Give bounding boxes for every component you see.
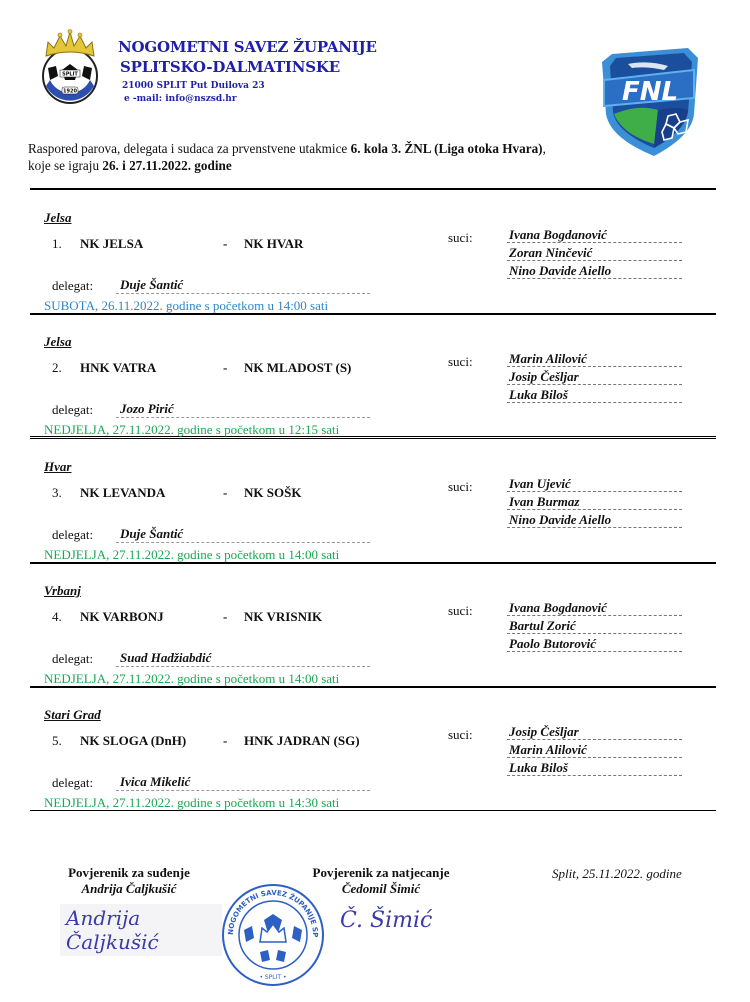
competition-commissioner-title: Povjerenik za natjecanje xyxy=(312,865,450,880)
federation-stamp xyxy=(220,882,326,988)
away-team: HNK JADRAN (SG) xyxy=(244,733,360,748)
match-number: 3. xyxy=(52,485,62,500)
delegate-name: Suad Hadžiabdić xyxy=(116,649,370,667)
away-team: NK HVAR xyxy=(244,236,304,251)
match-venue: Jelsa xyxy=(44,210,72,225)
intro-dates: 26. i 27.11.2022. godine xyxy=(102,158,232,173)
referee-1: Ivan Ujević xyxy=(507,475,682,492)
org-address: 21000 SPLIT Put Duilova 23 xyxy=(122,81,265,91)
delegate-label: delegat: xyxy=(52,775,94,790)
match-block xyxy=(30,583,716,693)
delegate-name: Ivica Mikelić xyxy=(116,773,370,791)
stamp-text: NOGOMETNI SAVEZ ŽUPANIJE SP xyxy=(226,888,320,938)
versus-dash: - xyxy=(223,236,228,251)
match-venue: Jelsa xyxy=(44,334,72,349)
intro-round: 6. kola 3. ŽNL (Liga otoka Hvara) xyxy=(350,141,543,156)
fnl-logo xyxy=(598,44,702,160)
referee-1: Ivana Bogdanović xyxy=(507,599,682,616)
org-name-line1: NOGOMETNI SAVEZ ŽUPANIJE xyxy=(118,38,377,56)
match-number: 1. xyxy=(52,236,62,251)
referee-3: Paolo Butorović xyxy=(507,635,682,652)
referee-3: Luka Biloš xyxy=(507,759,682,776)
match-schedule: NEDJELJA, 27.11.2022. godine s početkom u 14:30 sati xyxy=(44,795,340,810)
match-block xyxy=(30,459,716,569)
competition-commissioner-block xyxy=(286,865,476,897)
referee-commissioner-signature: Andrija Čaljkušić xyxy=(60,904,222,956)
home-team: HNK VATRA xyxy=(80,360,157,375)
referee-1: Ivana Bogdanović xyxy=(507,226,682,243)
delegate-label: delegat: xyxy=(52,527,94,542)
away-team: NK VRISNIK xyxy=(244,609,323,624)
competition-commissioner-name: Čedomil Šimić xyxy=(341,881,421,896)
referee-2: Ivan Burmaz xyxy=(507,493,682,510)
match-block xyxy=(30,707,716,817)
referee-3: Luka Biloš xyxy=(507,386,682,403)
delegate-label: delegat: xyxy=(52,651,94,666)
delegate-label: delegat: xyxy=(52,402,94,417)
competition-commissioner-signature: Č. Šimić xyxy=(340,908,433,933)
logo-left-year: 1920 xyxy=(63,88,77,95)
match-block xyxy=(30,210,716,320)
delegate-label: delegat: xyxy=(52,278,94,293)
intro-middle: , koje se igraju xyxy=(28,141,546,173)
away-team: NK MLADOST (S) xyxy=(244,360,352,375)
org-name-line2: SPLITSKO-DALMATINSKE xyxy=(120,58,340,76)
referee-1: Marin Alilović xyxy=(507,350,682,367)
home-team: NK VARBONJ xyxy=(80,609,164,624)
referees-label: suci: xyxy=(448,230,473,245)
match-schedule: SUBOTA, 26.11.2022. godine s početkom u 14:00 sati xyxy=(44,298,329,313)
delegate-name: Duje Šantić xyxy=(116,525,370,543)
versus-dash: - xyxy=(223,733,228,748)
home-team: NK JELSA xyxy=(80,236,144,251)
referees-label: suci: xyxy=(448,727,473,742)
match-venue: Stari Grad xyxy=(44,707,101,722)
stamp-bottom-text: • SPLIT • xyxy=(259,974,287,981)
organization-contact xyxy=(122,80,265,106)
divider xyxy=(30,188,716,190)
match-number: 4. xyxy=(52,609,62,624)
home-team: NK LEVANDA xyxy=(80,485,166,500)
referee-commissioner-name: Andrija Čaljkušić xyxy=(81,881,177,896)
fnl-logo-label: FNL xyxy=(621,77,679,107)
organization-name xyxy=(118,37,377,77)
place-and-date: Split, 25.11.2022. godine xyxy=(552,866,682,881)
match-block xyxy=(30,334,716,444)
away-team: NK SOŠK xyxy=(244,485,302,500)
referee-3: Nino Davide Aiello xyxy=(507,511,682,528)
referee-2: Bartul Zorić xyxy=(507,617,682,634)
referee-2: Zoran Ninčević xyxy=(507,244,682,261)
match-schedule: NEDJELJA, 27.11.2022. godine s početkom u 12:15 sati xyxy=(44,422,340,437)
versus-dash: - xyxy=(223,485,228,500)
logo-left-label: SPLIT xyxy=(62,71,78,78)
referee-1: Josip Češljar xyxy=(507,723,682,740)
home-team: NK SLOGA (DnH) xyxy=(80,733,187,748)
referees-label: suci: xyxy=(448,603,473,618)
match-number: 2. xyxy=(52,360,62,375)
referees-label: suci: xyxy=(448,479,473,494)
referee-2: Josip Češljar xyxy=(507,368,682,385)
match-schedule: NEDJELJA, 27.11.2022. godine s početkom u 14:00 sati xyxy=(44,671,340,686)
referee-commissioner-title: Povjerenik za suđenje xyxy=(68,865,190,880)
intro-prefix: Raspored parova, delegata i sudaca za prvenstvene utakmice xyxy=(28,141,351,156)
match-venue: Hvar xyxy=(44,459,72,474)
match-venue: Vrbanj xyxy=(44,583,81,598)
delegate-name: Duje Šantić xyxy=(116,276,370,294)
org-email: e -mail: info@nszsd.hr xyxy=(124,94,237,104)
referee-commissioner-block xyxy=(44,865,214,897)
referees-label: suci: xyxy=(448,354,473,369)
versus-dash: - xyxy=(223,609,228,624)
match-schedule: NEDJELJA, 27.11.2022. godine s početkom u 14:00 sati xyxy=(44,547,340,562)
versus-dash: - xyxy=(223,360,228,375)
delegate-name: Jozo Pirić xyxy=(116,400,370,418)
intro-paragraph xyxy=(28,140,558,174)
match-number: 5. xyxy=(52,733,62,748)
federation-logo xyxy=(34,28,106,108)
referee-2: Marin Alilović xyxy=(507,741,682,758)
referee-3: Nino Davide Aiello xyxy=(507,262,682,279)
